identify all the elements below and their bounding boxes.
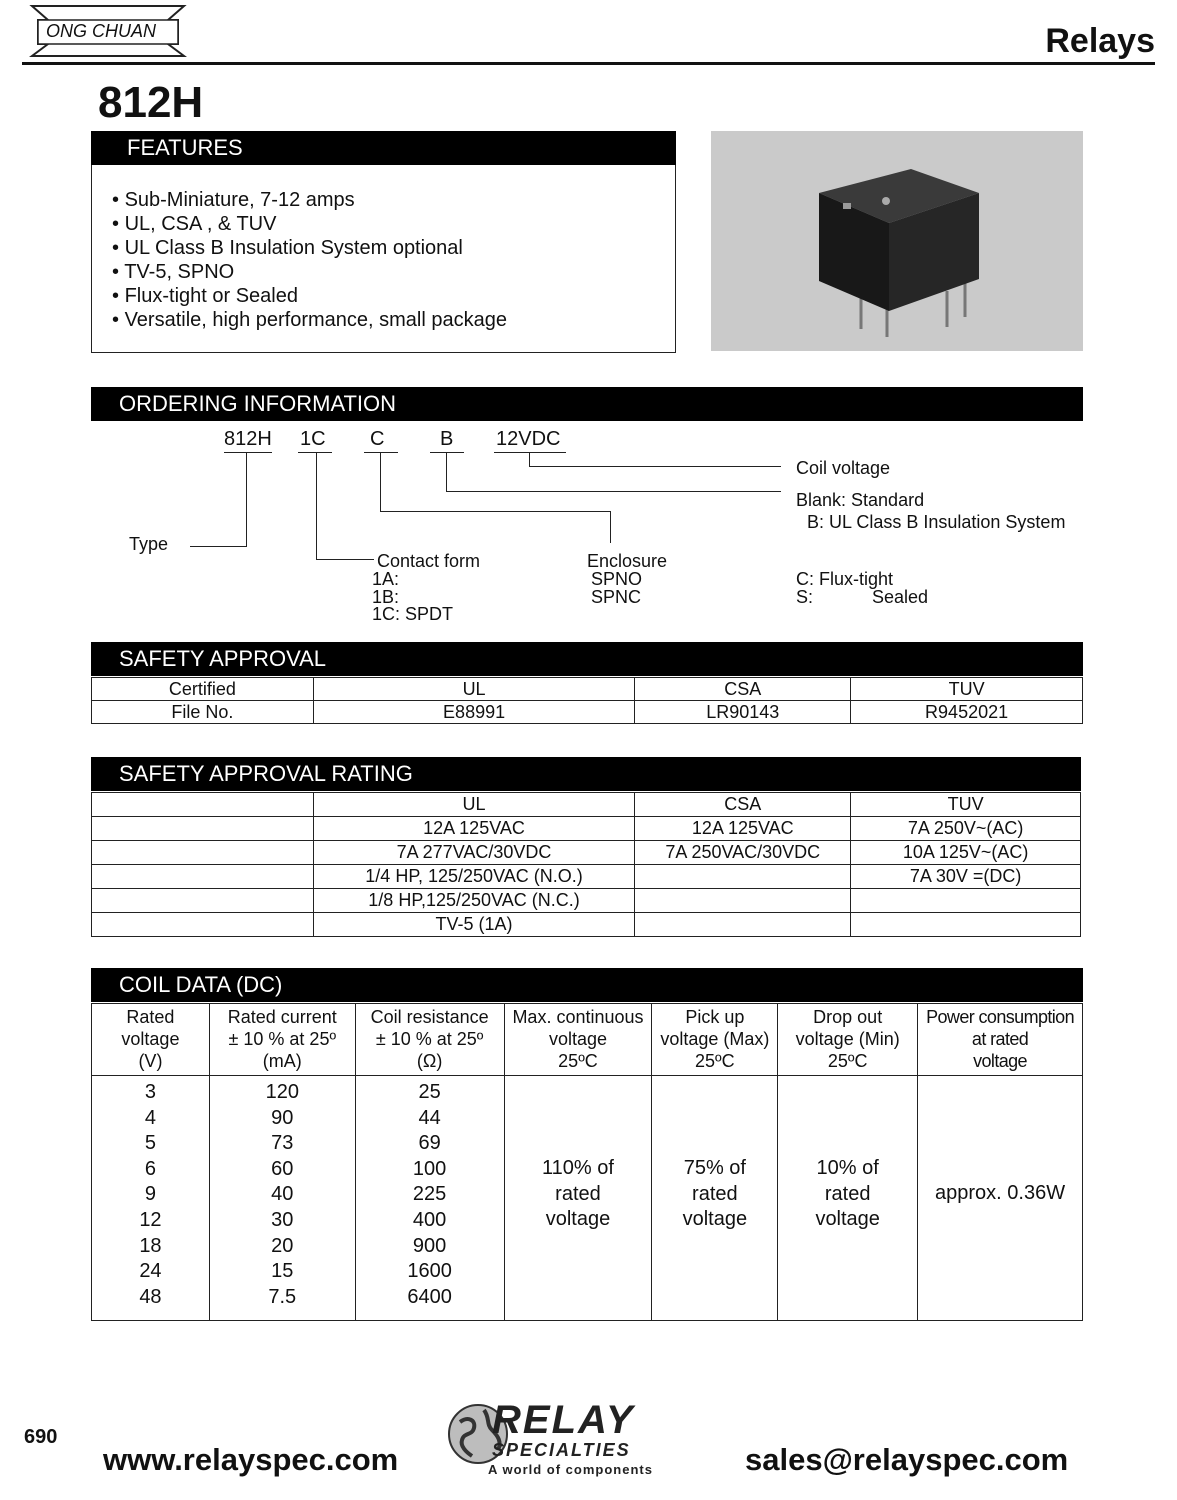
table-cell: 1600 — [407, 1260, 452, 1283]
sealed-code: S: — [796, 587, 814, 607]
cell: 1/4 HP, 125/250VAC (N.O.) — [313, 865, 635, 889]
coil-power — [918, 1076, 1083, 1321]
underline — [224, 452, 272, 453]
logo-tagline: A world of components — [488, 1462, 653, 1477]
code-contact: 1C — [300, 428, 326, 450]
connector — [246, 452, 247, 546]
connector — [446, 452, 447, 492]
cell: 10A 125V~(AC) — [902, 842, 1029, 862]
cell: 12A 125VAC — [635, 817, 851, 841]
sealed-option: Sealed — [872, 587, 929, 607]
cell — [92, 889, 314, 913]
connector — [190, 546, 247, 547]
email-link[interactable]: sales@relayspec.com — [745, 1442, 1069, 1477]
cell: R9452021 — [925, 701, 1009, 722]
feature-item: • TV-5, SPNO — [112, 260, 507, 284]
table-cell: 24 — [139, 1260, 162, 1283]
cell: E88991 — [313, 701, 635, 724]
coil-resistance-column — [355, 1076, 504, 1321]
underline — [494, 452, 566, 453]
connector — [610, 511, 611, 543]
header-line: Pick up — [685, 1007, 745, 1027]
cell: File No. — [92, 701, 314, 724]
coil-header-rated-voltage — [92, 1004, 210, 1076]
table-cell: 110% of — [542, 1157, 614, 1179]
underline — [430, 452, 464, 453]
cell — [851, 913, 1081, 937]
header-line: 25ºC — [558, 1051, 598, 1071]
coil-header-resistance — [355, 1004, 504, 1076]
cell: LR90143 — [635, 701, 851, 724]
header-line: voltage (Min) — [795, 1029, 900, 1049]
underline — [298, 452, 332, 453]
header-line: Rated current — [227, 1007, 337, 1027]
features-header: FEATURES — [91, 131, 676, 165]
table-cell: 3 — [144, 1081, 156, 1103]
safety-rating-table — [91, 792, 1081, 937]
header-line: Coil resistance — [370, 1007, 489, 1027]
coil-header-power — [918, 1004, 1083, 1076]
table-cell: 12 — [139, 1208, 162, 1231]
safety-rating-header: SAFETY APPROVAL RATING — [91, 757, 1081, 791]
coil-current-column — [209, 1076, 355, 1321]
class-b-option: B: UL Class B Insulation System — [807, 512, 1066, 532]
product-photo — [711, 131, 1083, 351]
code-type: 812H — [224, 428, 272, 450]
table-cell: voltage — [815, 1208, 880, 1231]
feature-item: • UL Class B Insulation System optional — [112, 236, 507, 260]
cell — [851, 889, 1081, 913]
type-label: Type — [129, 534, 169, 554]
contact-1b: 1B: — [372, 587, 400, 607]
features-list — [112, 188, 507, 332]
cell: 7A 30V =(DC) — [909, 866, 1022, 886]
enclosure-label: Enclosure — [587, 551, 668, 571]
table-cell: 400 — [412, 1208, 447, 1231]
feature-item: • Sub-Miniature, 7-12 amps — [112, 188, 507, 212]
safety-approval-table — [91, 677, 1083, 724]
table-cell: voltage — [682, 1208, 748, 1231]
coil-header-dropout — [778, 1004, 918, 1076]
ordering-header: ORDERING INFORMATION — [91, 387, 1083, 421]
table-cell: 9 — [144, 1183, 156, 1206]
coil-max-continuous — [504, 1076, 652, 1321]
table-cell: rated — [555, 1182, 601, 1205]
cell: UL — [313, 678, 635, 701]
table-cell: 6 — [144, 1157, 156, 1180]
cell: TUV — [948, 678, 985, 699]
cell — [92, 817, 314, 841]
connector — [529, 452, 530, 466]
code-enclosure: C — [370, 428, 385, 450]
table-cell: 90 — [271, 1106, 294, 1129]
relay-specialties-logo — [446, 1398, 696, 1482]
table-cell: 69 — [418, 1132, 441, 1155]
connector — [380, 452, 381, 512]
header-line: Max. continuous — [512, 1007, 644, 1027]
model-title: 812H — [98, 78, 204, 127]
enclosure-spnc: SPNC — [591, 587, 642, 607]
table-cell: 900 — [412, 1234, 447, 1257]
table-cell: voltage — [545, 1208, 611, 1231]
coil-data-table — [91, 1003, 1083, 1321]
header-line: (Ω) — [416, 1051, 443, 1071]
cell — [635, 865, 851, 889]
header-line: ± 10 % at 25º — [375, 1029, 484, 1049]
header-line: (V) — [138, 1051, 163, 1071]
cell: 1/8 HP,125/250VAC (N.C.) — [313, 889, 635, 913]
coil-voltage-label: Coil voltage — [796, 458, 891, 478]
feature-item: • Versatile, high performance, small package — [112, 308, 507, 332]
connector — [316, 559, 374, 560]
coil-pickup — [652, 1076, 778, 1321]
coil-header-pickup — [652, 1004, 778, 1076]
coil-dropout — [778, 1076, 918, 1321]
cell — [635, 913, 851, 937]
coil-voltage-column — [92, 1076, 210, 1321]
feature-item: • UL, CSA , & TUV — [112, 212, 507, 236]
header-line: (mA) — [262, 1051, 302, 1071]
header-line: Rated — [126, 1007, 175, 1027]
table-cell: 60 — [271, 1157, 294, 1180]
connector — [446, 491, 781, 492]
code-coil: 12VDC — [496, 428, 561, 450]
website-link[interactable]: www.relayspec.com — [103, 1442, 399, 1477]
header-line: ± 10 % at 25º — [228, 1029, 337, 1049]
table-cell: rated — [824, 1182, 871, 1205]
table-cell: 120 — [265, 1081, 299, 1103]
header-line: voltage — [121, 1029, 180, 1049]
brand-name: ONG CHUAN — [46, 21, 157, 41]
contact-1a: 1A: — [372, 569, 400, 589]
header-line: Drop out — [813, 1007, 883, 1027]
coil-data-header: COIL DATA (DC) — [91, 968, 1083, 1002]
logo-word-specialties: SPECIALTIES — [492, 1440, 631, 1460]
header-line: voltage — [973, 1051, 1027, 1071]
table-cell: 75% of — [683, 1157, 746, 1179]
coil-header-rated-current — [209, 1004, 355, 1076]
cell: CSA — [635, 793, 851, 817]
feature-item: • Flux-tight or Sealed — [112, 284, 507, 308]
table-cell: 10% of — [816, 1157, 879, 1179]
contact-form-label: Contact form — [377, 551, 481, 571]
blank-standard: Blank: Standard — [796, 490, 925, 510]
page-number: 690 — [24, 1426, 58, 1448]
table-cell: 18 — [139, 1234, 162, 1257]
cell — [92, 913, 314, 937]
table-cell: rated — [692, 1182, 738, 1205]
table-cell: 15 — [271, 1260, 294, 1283]
table-cell: 20 — [271, 1234, 294, 1257]
logo-word-relay: RELAY — [492, 1398, 635, 1442]
header-line: 25ºC — [827, 1051, 868, 1071]
cell — [635, 889, 851, 913]
header-line: 25ºC — [695, 1051, 735, 1071]
table-cell: 40 — [271, 1183, 294, 1206]
connector — [380, 511, 610, 512]
brand-logo — [28, 4, 188, 58]
contact-1c: 1C: SPDT — [372, 604, 454, 624]
enclosure-spno: SPNO — [591, 569, 643, 589]
cell — [92, 865, 314, 889]
header-line: voltage — [548, 1029, 607, 1049]
underline — [364, 452, 398, 453]
table-cell: 30 — [271, 1208, 294, 1231]
connector — [316, 452, 317, 560]
table-cell: 25 — [418, 1081, 441, 1103]
cell: TUV — [947, 794, 984, 814]
header-line: Power consumption — [926, 1007, 1074, 1027]
cell: 7A 250VAC/30VDC — [635, 841, 851, 865]
table-cell: 5 — [144, 1132, 156, 1155]
header-rule — [22, 62, 1155, 65]
code-insulation: B — [440, 428, 454, 450]
cell: 7A 250V~(AC) — [907, 818, 1024, 838]
table-cell: 100 — [412, 1157, 447, 1180]
table-cell: 7.5 — [268, 1285, 297, 1308]
table-cell: approx. 0.36W — [935, 1182, 1066, 1204]
cell: 7A 277VAC/30VDC — [313, 841, 635, 865]
cell: 12A 125VAC — [313, 817, 635, 841]
table-cell: 225 — [412, 1183, 447, 1206]
cell: Certified — [92, 678, 314, 701]
cell — [92, 793, 314, 817]
cell: UL — [313, 793, 635, 817]
table-cell: 6400 — [407, 1285, 452, 1308]
category-title: Relays — [1045, 22, 1155, 60]
table-cell: 44 — [418, 1106, 441, 1129]
cell: TV-5 (1A) — [313, 913, 635, 937]
connector — [529, 466, 781, 467]
table-cell: 48 — [139, 1285, 162, 1308]
header-line: voltage (Max) — [660, 1029, 770, 1049]
table-cell: 73 — [271, 1132, 294, 1155]
cell: CSA — [635, 678, 851, 701]
table-cell: 4 — [144, 1106, 156, 1129]
cell — [92, 841, 314, 865]
safety-approval-header: SAFETY APPROVAL — [91, 642, 1083, 676]
flux-tight-option: C: Flux-tight — [796, 569, 894, 589]
coil-header-max-continuous — [504, 1004, 652, 1076]
header-line: at rated — [971, 1029, 1029, 1049]
